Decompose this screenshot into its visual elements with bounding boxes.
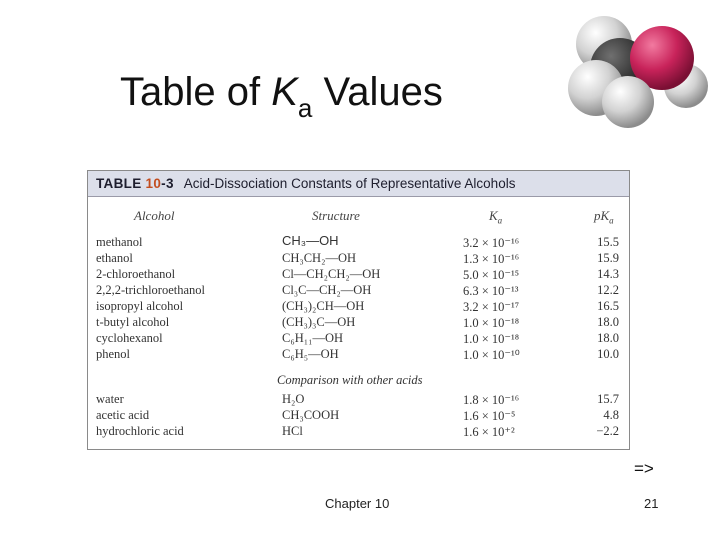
title-subscript: a [297,93,313,123]
pka-value: −2.2 [596,424,619,438]
ka-value: 1.0 × 10⁻¹⁰ [463,348,520,362]
ka-value: 1.6 × 10⁻⁵ [463,409,516,423]
acid-structure: CH₃COOH [282,408,340,422]
pka-value: 10.0 [597,347,619,361]
ka-value: 6.3 × 10⁻¹³ [463,284,519,298]
acid-name: water [96,392,124,406]
alcohol-name: isopropyl alcohol [96,299,184,313]
ka-value: 3.2 × 10⁻¹⁷ [463,300,520,314]
title-prefix: Table of [120,70,272,114]
acid-name: hydrochloric acid [96,424,184,438]
alcohol-structure: Cl₃C—CH₂—OH [282,283,372,297]
alcohol-structure: (CH₃)₃C—OH [282,315,356,329]
footer-chapter: Chapter 10 [325,496,390,511]
pka-value: 15.7 [597,392,619,406]
acid-structure: HCl [282,424,303,438]
header-alcohol: Alcohol [134,208,175,223]
ka-value: 1.0 × 10⁻¹⁸ [463,316,520,330]
alcohol-structure: C₆H₁₁—OH [282,331,343,345]
pka-value: 15.9 [597,251,619,265]
pka-value: 12.2 [597,283,619,297]
ka-value: 1.8 × 10⁻¹⁶ [463,393,520,407]
pka-value: 14.3 [597,267,619,281]
table-row [88,315,629,331]
alcohol-name: 2-chloroethanol [96,267,176,281]
alcohol-structure: Cl—CH₂CH₂—OH [282,267,381,281]
title-suffix: Values [312,70,443,114]
pka-value: 4.8 [603,408,619,422]
hydrogen-atom-bottom [602,76,654,128]
alcohol-structure: C₆H₅—OH [282,347,339,361]
table-row [88,235,629,251]
table-row [88,424,629,440]
pka-value: 18.0 [597,331,619,345]
alcohol-structure: CH₃—OH [282,233,339,248]
table-row [88,299,629,315]
pka-value: 18.0 [597,315,619,329]
alcohol-structure: CH₃CH₂—OH [282,251,356,265]
table-row [88,408,629,424]
comparison-heading: Comparison with other acids [277,373,423,387]
alcohol-name: phenol [96,347,131,361]
table-row [88,251,629,267]
title-k: K [271,70,298,114]
alcohol-name: t-butyl alcohol [96,315,170,329]
ka-value: 1.3 × 10⁻¹⁶ [463,252,520,266]
table-row [88,331,629,347]
header-structure: Structure [312,208,360,223]
alcohol-structure: (CH₃)₂CH—OH [282,299,365,313]
alcohol-name: ethanol [96,251,133,265]
acid-name: acetic acid [96,408,150,422]
table-row [88,267,629,283]
pka-value: 16.5 [597,299,619,313]
alcohol-name: methanol [96,235,143,249]
table-row [88,283,629,299]
table-number: TABLE 10-3 [96,176,174,191]
ka-value: 1.0 × 10⁻¹⁸ [463,332,520,346]
acid-structure: H₂O [282,392,305,406]
ka-value: 5.0 × 10⁻¹⁵ [463,268,520,282]
next-slide-arrow[interactable]: => [634,459,654,478]
page-number: 21 [644,496,659,511]
methanol-space-filling-model-icon [562,4,712,129]
table-caption [88,171,629,197]
header-ka: $K_a$ [489,208,503,226]
slide-title [120,70,443,123]
ka-value: 1.6 × 10⁺² [463,425,515,439]
table-caption-text: Acid-Dissociation Constants of Representative Alcohols [183,176,516,191]
ka-value: 3.2 × 10⁻¹⁶ [463,236,520,250]
alcohol-name: cyclohexanol [96,331,163,345]
header-pka: $pK_a$ [594,208,614,226]
alcohol-name: 2,2,2-trichloroethanol [96,283,205,297]
table-row [88,392,629,408]
table-row [88,347,629,363]
pka-value: 15.5 [597,235,619,249]
acid-dissociation-table [87,170,630,450]
